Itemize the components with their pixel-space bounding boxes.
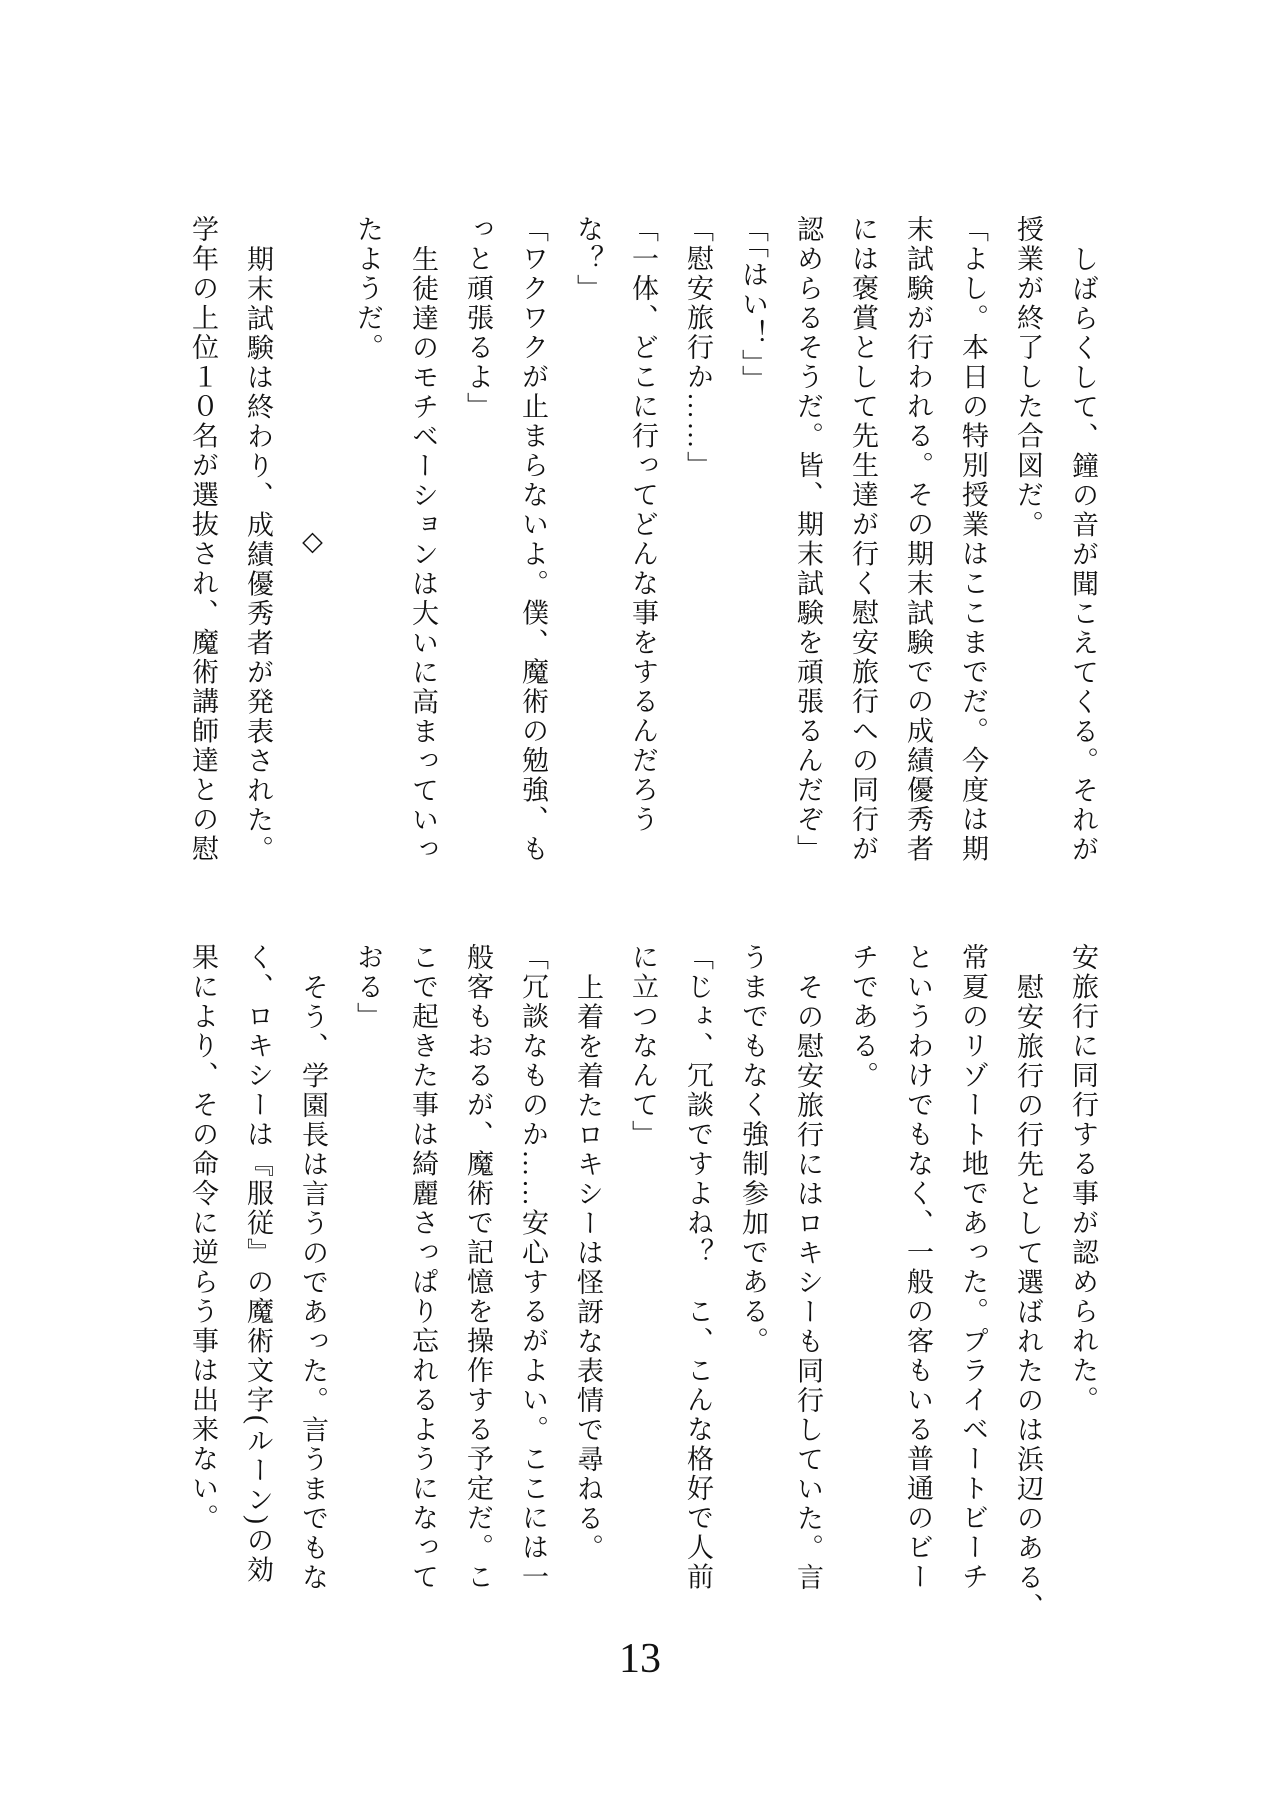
text-column: 認めらるそうだ。皆、期末試験を頑張るんだぞ」 [793,215,823,864]
text-column: く、ロキシーは『服従』の魔術文字(ルーン)の効 [243,943,273,1586]
text-column: そう、学園長は言うのであった。言うまでもな [298,972,328,1592]
text-band-lower [175,943,1110,1622]
text-column: おる」 [353,943,383,1032]
text-column: 「一体、どこに行ってどんな事をするんだろう [628,215,658,835]
text-column: 学年の上位１０名が選抜され、魔術講師達との慰 [188,215,218,864]
text-column: 期末試験は終わり、成績優秀者が発表された。 [243,244,273,864]
text-column: な？」 [573,215,603,304]
text-column: 生徒達のモチベーションは大いに高まっていっ [408,244,438,864]
text-column: その慰安旅行にはロキシーも同行していた。言 [793,972,823,1592]
text-column: チである。 [848,943,878,1091]
text-column: 「「はい！」」 [738,215,768,395]
text-column: 末試験が行われる。その期末試験での成績優秀者 [903,215,933,864]
text-column: には褒賞として先生達が行く慰安旅行への同行が [848,215,878,864]
text-column: っと頑張るよ」 [463,215,493,422]
text-column: 果により、その命令に逆らう事は出来ない。 [188,943,218,1533]
text-column: 「冗談なものか……安心するがよい。ここには一 [518,943,548,1592]
section-divider: ◇ [298,525,328,560]
text-column: 上着を着たロキシーは怪訝な表情で尋ねる。 [573,972,603,1563]
text-column: 授業が終了した合図だ。 [1013,215,1043,540]
text-column: 「じょ、冗談ですよね？ こ、こんな格好で人前 [683,943,713,1592]
text-column: たようだ。 [353,215,383,363]
text-column: 慰安旅行の行先として選ばれたのは浜辺のある、 [1013,972,1043,1622]
text-column: 安旅行に同行する事が認められた。 [1068,943,1098,1415]
text-column: 「ワクワクが止まらないよ。僕、魔術の勉強、も [518,215,548,864]
text-column: 「よし。本日の特別授業はここまでだ。今度は期 [958,215,988,864]
text-band-upper [175,215,1110,870]
text-column: 般客もおるが、魔術で記憶を操作する予定だ。こ [463,943,493,1592]
text-column: しばらくして、鐘の音が聞こえてくる。それが [1068,244,1098,864]
text-column: こで起きた事は綺麗さっぱり忘れるようになって [408,943,438,1592]
text-column: に立つなんて」 [628,943,658,1150]
text-column: うまでもなく強制参加である。 [738,943,768,1356]
page-number: 13 [619,1636,661,1682]
text-column: というわけでもなく、一般の客もいる普通のビー [903,943,933,1592]
text-column: 「慰安旅行か……」 [683,215,713,481]
text-column: 常夏のリゾート地であった。プライベートビーチ [958,943,988,1592]
